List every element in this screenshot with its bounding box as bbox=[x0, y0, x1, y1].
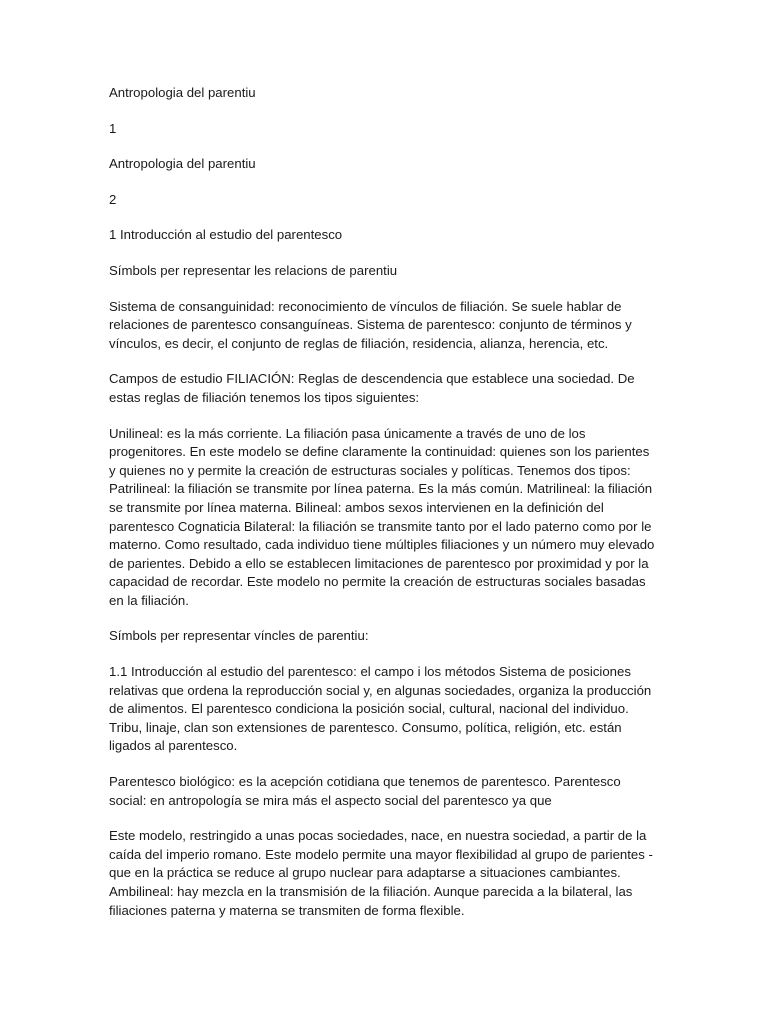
section-heading: 1 Introducción al estudio del parentesco bbox=[109, 227, 343, 243]
document-title: Antropologia del parentiu bbox=[109, 85, 256, 100]
paragraph-parentesco-biologico: Parentesco biológico: es la acepción cotidiana que tenemos de parentesco. Parentesco social: en antropología se mira más el aspecto social del parentesco ya que bbox=[109, 774, 621, 808]
paragraph-modelo: Este modelo, restringido a unas pocas sociedades, nace, en nuestra sociedad, a partir de la caída del imperio romano. Este modelo permite una mayor flexibilidad al grupo de parientes - que en la práctica se reduce al grupo nuclear para adaptarse a situaciones cambiantes. Ambilineal: hay mezcla en la transmisión de la filiación. Aunque parecida a la bilateral, las filiaciones paterna y materna se transmiten de forma flexible. bbox=[109, 828, 653, 918]
paragraph-unilineal: Unilineal: es la más corriente. La filiación pasa únicamente a través de uno de los progenitores. En este modelo se define claramente la continuidad: quienes son los parientes y quienes no y permite la creación de estructuras sociales y políticas. Tenemos dos tipos: Patrilineal: la filiación se transmite por línea paterna. Es la más común. Matrilineal: la filiación se transmite por línea materna. Bilineal: ambos sexos intervienen en la definición del parentesco Cognaticia Bilateral: la filiación se transmite tanto por el lado paterno como por le materno. Como resultado, cada individuo tiene múltiples filiaciones y un número muy elevado de parientes. Debido a ello se establecen limitaciones de parentesco por proximidad y por la capacidad de recordar. Este modelo no permite la creación de estructuras sociales basadas en la filiación. bbox=[109, 425, 655, 608]
paragraph-filiacion: Campos de estudio FILIACIÓN: Reglas de descendencia que establece una sociedad. De estas reglas de filiación tenemos los tipos siguientes: bbox=[109, 371, 635, 405]
page-number: 1 bbox=[109, 120, 117, 136]
symbols-heading: Símbols per representar les relacions de parentiu bbox=[109, 262, 398, 278]
page-number-2: 2 bbox=[109, 191, 117, 207]
document-page bbox=[109, 84, 657, 937]
paragraph-introduccion: 1.1 Introducción al estudio del parentesco: el campo i los métodos Sistema de posiciones relativas que ordena la reproducción social y, en algunas sociedades, organiza la producción de alimentos. El parentesco condiciona la posición social, cultural, nacional del individuo. Tribu, linaje, clan son extensiones de parentesco. Consumo, política, religión, etc. están ligados al parentesco. bbox=[109, 664, 652, 754]
paragraph-consanguinidad: Sistema de consanguinidad: reconocimiento de vínculos de filiación. Se suele hablar de relaciones de parentesco consanguíneas. Sistema de parentesco: conjunto de términos y vínculos, es decir, el conjunto de reglas de filiación, residencia, alianza, herencia, etc. bbox=[109, 298, 632, 351]
symbols-vincles-heading: Símbols per representar víncles de parentiu: bbox=[109, 628, 369, 644]
document-title-repeat: Antropologia del parentiu bbox=[109, 156, 256, 172]
